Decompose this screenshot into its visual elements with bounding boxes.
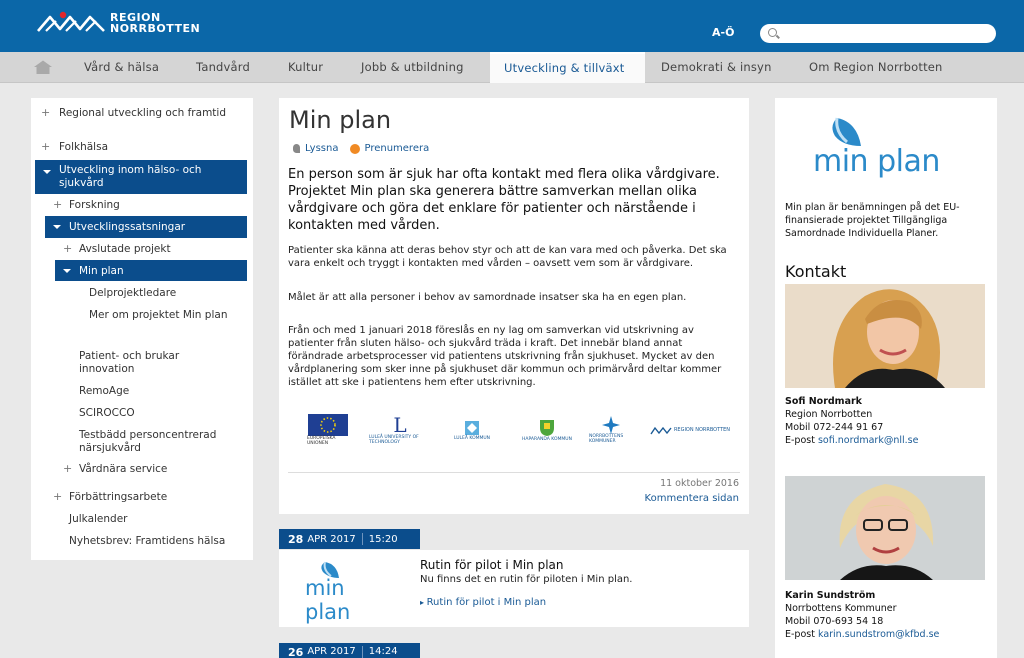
sidebar-item-patient-brukar[interactable]: Patient- och brukar innovation xyxy=(79,350,180,375)
caret-down-icon xyxy=(53,225,61,229)
expand-plus-icon[interactable]: + xyxy=(63,242,73,255)
sidebar-item-julkalender[interactable]: Julkalender xyxy=(69,513,128,525)
contact-email-row: E-post karin.sundstrom@kfbd.se xyxy=(785,629,940,640)
min-plan-logo: min plan xyxy=(813,116,963,186)
ltu-logo: L LULEÅ UNIVERSITY OF TECHNOLOGY xyxy=(369,413,419,445)
sidebar-item-folkhalsa[interactable]: Folkhälsa xyxy=(59,141,108,153)
sidebar-item-vardnara-service[interactable]: Vårdnära service xyxy=(79,463,168,475)
comment-page-link[interactable]: Kommentera sidan xyxy=(644,493,739,504)
expand-plus-icon[interactable]: + xyxy=(53,198,63,211)
page-title: Min plan xyxy=(289,106,392,134)
person-photo-icon xyxy=(785,476,985,580)
region-mark-icon xyxy=(650,425,672,435)
sidebar-item-forskning[interactable]: Forskning xyxy=(69,199,120,211)
search-input[interactable] xyxy=(782,26,982,41)
contact-email-row: E-post sofi.nordmark@nll.se xyxy=(785,435,919,446)
expand-plus-icon[interactable]: + xyxy=(41,140,51,153)
lulea-shield-icon xyxy=(464,420,480,436)
sidebar-item-mer-om-projektet[interactable]: Mer om projektet Min plan xyxy=(89,309,228,321)
sidebar-item-delprojektledare[interactable]: Delprojektledare xyxy=(89,287,177,299)
expand-plus-icon[interactable]: + xyxy=(53,490,63,503)
nav-vard-halsa[interactable]: Vård & hälsa xyxy=(84,60,160,74)
caret-down-icon xyxy=(63,269,71,273)
caret-down-icon xyxy=(43,170,51,174)
region-norrbotten-logo[interactable] xyxy=(36,11,200,35)
partner-logos xyxy=(307,413,731,446)
nav-jobb-utbildning[interactable]: Jobb & utbildning xyxy=(361,60,464,74)
news-card[interactable] xyxy=(279,550,749,627)
sidebar-item-utvecklingssatsningar[interactable] xyxy=(45,216,247,238)
article-paragraph: Från och med 1 januari 2018 föreslås en ny lag om samverkan vid utskrivning av patienter från sluten hälso- och sjukvård träda i kraft. Det innebär bland annat förändrade arbetsprocesser vid patientens utskrivning från sjukhuset. Mycket av den vårdplanering som sker inne på sjukhuset där kommun och primärvård deltar kommer istället att ske i patientens hem efter utskrivning. xyxy=(288,325,722,388)
contact-org: Norrbottens Kommuner xyxy=(785,603,897,614)
sidebar-item-avslutade-projekt[interactable]: Avslutade projekt xyxy=(79,243,171,255)
sidebar-item-scirocco[interactable]: SCIROCCO xyxy=(79,407,135,419)
sidebar-item-remoage[interactable]: RemoAge xyxy=(79,385,130,397)
main-article xyxy=(279,98,749,514)
listen-link[interactable]: Lyssna xyxy=(305,143,339,154)
article-paragraph: Patienter ska känna att deras behov styr och att de kan vara med och påverka. Det ska vara enkelt och tryggt i kontakten med vården – oavsett vem som är vårdgivare. xyxy=(288,245,727,269)
divider xyxy=(288,472,740,473)
sidebar-navigation xyxy=(31,98,253,560)
right-sidebar xyxy=(775,98,997,658)
article-lead: En person som är sjuk har ofta kontakt med flera olika vårdgivare. Projektet Min plan ska generera bättre samverkan mellan olika vårdgivare och göra det enklare för patienter och närstående i kontakten med vården. xyxy=(288,167,720,233)
news-link[interactable]: ▸ Rutin för pilot i Min plan xyxy=(420,597,546,608)
eu-flag-icon xyxy=(308,414,348,436)
min-plan-thumbnail: min plan xyxy=(305,560,395,614)
eu-flag-logo: EUROPEISKA UNIONEN xyxy=(307,414,349,446)
sidebar-item-label: Min plan xyxy=(79,265,124,277)
nav-kultur[interactable]: Kultur xyxy=(288,60,324,74)
home-icon[interactable] xyxy=(33,60,53,74)
contact-email-link[interactable]: karin.sundstrom@kfbd.se xyxy=(817,629,940,640)
nav-utveckling-tillvaxt[interactable]: Utveckling & tillväxt xyxy=(490,52,645,83)
a-z-link[interactable]: A-Ö xyxy=(712,26,735,39)
logo-mark-icon xyxy=(36,11,106,35)
contact-email-link[interactable]: sofi.nordmark@nll.se xyxy=(817,435,919,446)
logo-line1: REGION xyxy=(110,11,161,24)
expand-plus-icon[interactable]: + xyxy=(41,106,51,119)
sidebar-item-regional-utveckling[interactable]: Regional utveckling och framtid xyxy=(59,107,226,119)
search-box[interactable] xyxy=(760,24,996,43)
star-icon xyxy=(602,416,620,434)
logo-line2: NORRBOTTEN xyxy=(110,22,201,35)
sidebar-item-min-plan[interactable] xyxy=(55,260,247,281)
haparanda-logo: HAPARANDA KOMMUN xyxy=(519,414,575,446)
news-date-badge: 28 APR 2017 15:20 xyxy=(279,529,420,549)
article-paragraph: Målet är att alla personer i behov av samordnade insatser ska ha en egen plan. xyxy=(288,292,687,303)
news-title[interactable]: Rutin för pilot i Min plan xyxy=(420,558,564,572)
contact-phone: Mobil 072-244 91 67 xyxy=(785,422,884,433)
person-photo-icon xyxy=(785,284,985,388)
article-date: 11 oktober 2016 xyxy=(660,478,739,489)
min-plan-description: Min plan är benämningen på det EU-finansierade projektet Tillgängliga Samordnade Individuella Planer. xyxy=(785,202,960,239)
sidebar-item-label: Utveckling inom hälso- och sjukvård xyxy=(59,164,202,189)
site-header xyxy=(0,0,1024,52)
search-icon[interactable] xyxy=(768,28,777,37)
article-tools xyxy=(293,143,429,154)
contact-name: Sofi Nordmark xyxy=(785,396,862,407)
nav-demokrati-insyn[interactable]: Demokrati & insyn xyxy=(661,60,772,74)
sidebar-item-forbattringsarbete[interactable]: Förbättringsarbete xyxy=(69,491,168,503)
subscribe-link[interactable]: Prenumerera xyxy=(364,143,430,154)
sidebar-item-testbadd[interactable]: Testbädd personcentrerad närsjukvård xyxy=(79,429,217,454)
rss-icon xyxy=(350,144,360,154)
sidebar-item-label: Utvecklingssatsningar xyxy=(69,221,186,233)
contact-phone: Mobil 070-693 54 18 xyxy=(785,616,884,627)
main-navigation xyxy=(0,52,1024,83)
lulea-kommun-logo: LULEÅ KOMMUN xyxy=(443,414,501,446)
haparanda-shield-icon xyxy=(539,419,555,437)
contact-photo xyxy=(785,284,985,388)
contact-org: Region Norrbotten xyxy=(785,409,873,420)
news-description: Nu finns det en rutin för piloten i Min plan. xyxy=(420,574,633,585)
news-date-badge: 26 APR 2017 14:24 xyxy=(279,643,420,658)
nav-om-region[interactable]: Om Region Norrbotten xyxy=(809,60,943,74)
sidebar-item-nyhetsbrev[interactable]: Nyhetsbrev: Framtidens hälsa xyxy=(69,535,226,547)
contact-name: Karin Sundström xyxy=(785,590,876,601)
sidebar-item-utveckling-halso-sjukvard[interactable] xyxy=(35,160,247,194)
expand-plus-icon[interactable]: + xyxy=(63,462,73,475)
nav-tandvard[interactable]: Tandvård xyxy=(196,60,251,74)
region-norrbotten-small-logo: REGION NORRBOTTEN xyxy=(649,414,731,446)
contact-heading: Kontakt xyxy=(785,262,847,281)
contact-photo xyxy=(785,476,985,580)
listen-icon xyxy=(293,144,300,153)
norrbottens-kommuner-logo: NORRBOTTENS KOMMUNER xyxy=(589,414,633,446)
